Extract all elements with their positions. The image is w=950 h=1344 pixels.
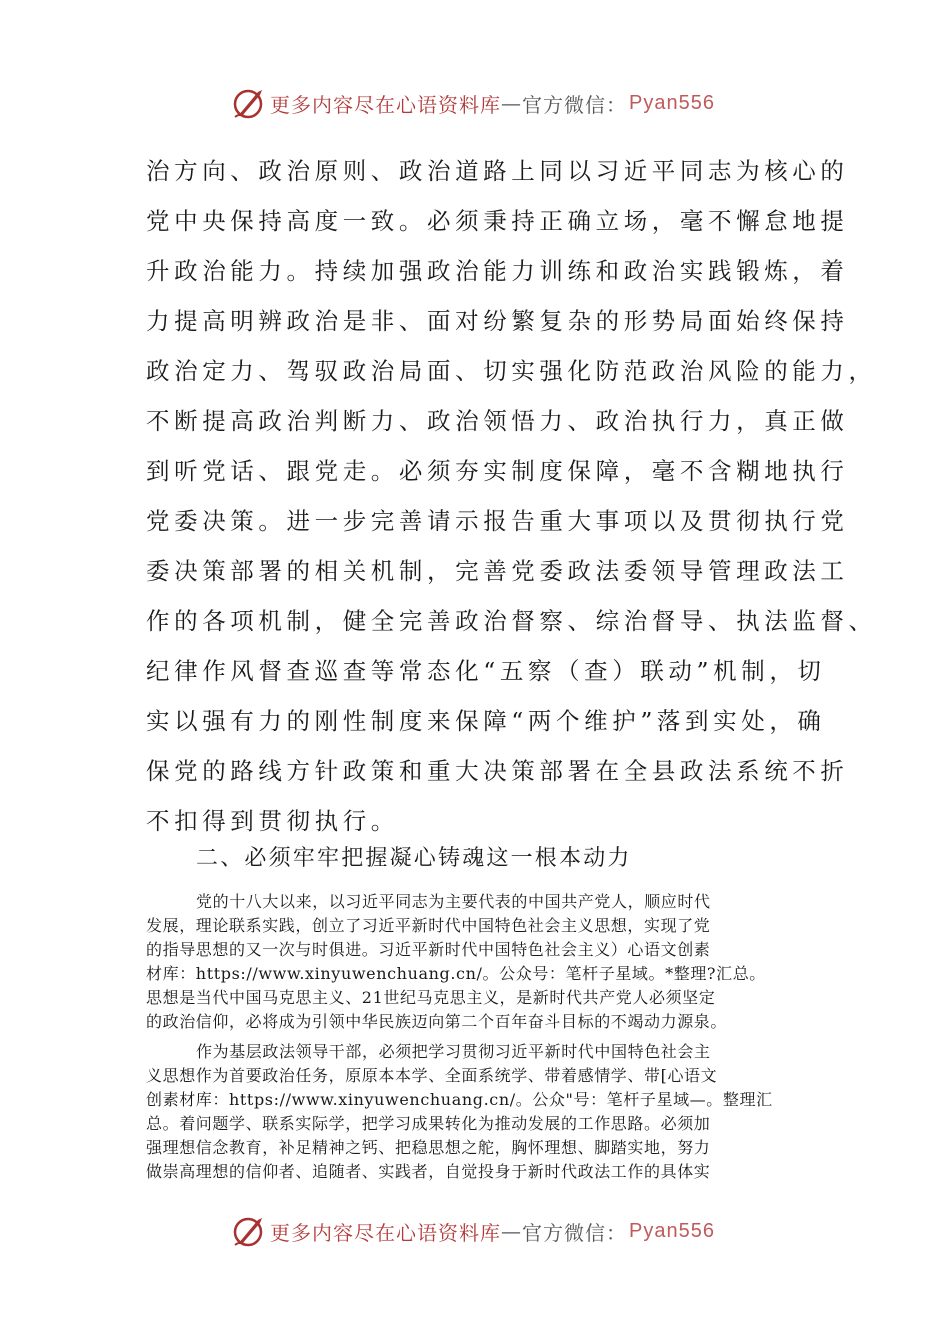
quill-logo-icon [232, 86, 266, 120]
body-line: 政治定力、驾驭政治局面、切实强化防范政治风险的能力， [146, 357, 877, 385]
paragraph-line: 思想是当代中国马克思主义、21世纪马克思主义，是新时代共产党人必须坚定 [146, 988, 716, 1007]
header-separator: — [501, 91, 522, 115]
paragraph-line: 强理想信念教育，补足精神之钙、把稳思想之舵，胸怀理想、脚踏实地，努力 [146, 1138, 711, 1157]
body-line: 纪律作风督查巡查等常态化“五察（查）联动”机制，切 [146, 657, 826, 685]
footer-wechat-id: Pyan556 [629, 1219, 715, 1242]
body-line: 不断提高政治判断力、政治领悟力、政治执行力，真正做 [146, 407, 849, 435]
paragraph-line: 发展，理论联系实践，创立了习近平新时代中国特色社会主义思想，实现了党 [146, 916, 711, 935]
body-line: 到听党话、跟党走。必须夯实制度保障，毫不含糊地执行 [146, 457, 849, 485]
footer-separator: — [501, 1219, 522, 1243]
paragraph-1 [146, 890, 806, 1034]
body-line: 党中央保持高度一致。必须秉持正确立场，毫不懈怠地提 [146, 207, 849, 235]
paragraph-line: 做崇高理想的信仰者、追随者、实践者，自觉投身于新时代政法工作的具体实 [146, 1162, 711, 1181]
quill-logo-icon [232, 1214, 266, 1248]
body-line: 实以强有力的刚性制度来保障“两个维护”落到实处，确 [146, 707, 826, 735]
body-line: 治方向、政治原则、政治道路上同以习近平同志为核心的 [146, 157, 849, 185]
body-line: 保党的路线方针政策和重大决策部署在全县政法系统不折 [146, 757, 849, 785]
header-wechat-id: Pyan556 [629, 91, 715, 114]
paragraph-line [146, 1040, 806, 1064]
body-line: 党委决策。进一步完善请示报告重大事项以及贯彻执行党 [146, 507, 849, 535]
header-brand: 更多内容尽在心语资料库 [270, 92, 501, 117]
paragraph-line: 材库：https://www.xinyuwenchuang.cn/。公众号：笔杆子星域。*整理?汇总。 [146, 964, 766, 983]
paragraph-line [146, 890, 806, 914]
footer-banner [232, 1211, 752, 1251]
body-line: 委决策部署的相关机制，完善党委政法委领导管理政法工 [146, 557, 849, 585]
paragraph-line-text: 作为基层政法领导干部，必须把学习贯彻习近平新时代中国特色社会主 [196, 1042, 711, 1061]
paragraph-line: 总。着问题学、联系实际学，把学习成果转化为推动发展的工作思路。必须加 [146, 1114, 711, 1133]
paragraph-line: 创素材库：https://www.xinyuwenchuang.cn/。公众"号：笔杆子星域—。整理汇 [146, 1090, 773, 1109]
paragraph-line: 的政治信仰，必将成为引领中华民族迈向第二个百年奋斗目标的不竭动力源泉。 [146, 1012, 728, 1031]
section-heading: 二、必须牢牢把握凝心铸魂这一根本动力 [196, 846, 632, 871]
header-wechat-label: 官方微信： [522, 92, 627, 117]
body-line: 力提高明辨政治是非、面对纷繁复杂的形势局面始终保持 [146, 307, 849, 335]
body-line: 升政治能力。持续加强政治能力训练和政治实践锻炼，着 [146, 257, 849, 285]
footer-wechat-label: 官方微信： [522, 1220, 627, 1245]
body-text-block [146, 146, 877, 846]
paragraph-line: 义思想作为首要政治任务，原原本本学、全面系统学、带着感情学、带[心语文 [146, 1066, 718, 1085]
paragraph-line: 的指导思想的又一次与时俱进。习近平新时代中国特色社会主义）心语文创素 [146, 940, 711, 959]
body-line: 作的各项机制，健全完善政治督察、综治督导、执法监督、 [146, 607, 877, 635]
body-line: 不扣得到贯彻执行。 [146, 807, 399, 835]
paragraph-line-text: 党的十八大以来，以习近平同志为主要代表的中国共产党人，顺应时代 [196, 892, 711, 911]
paragraph-2 [146, 1040, 806, 1184]
header-banner [232, 83, 752, 123]
footer-brand: 更多内容尽在心语资料库 [270, 1220, 501, 1245]
